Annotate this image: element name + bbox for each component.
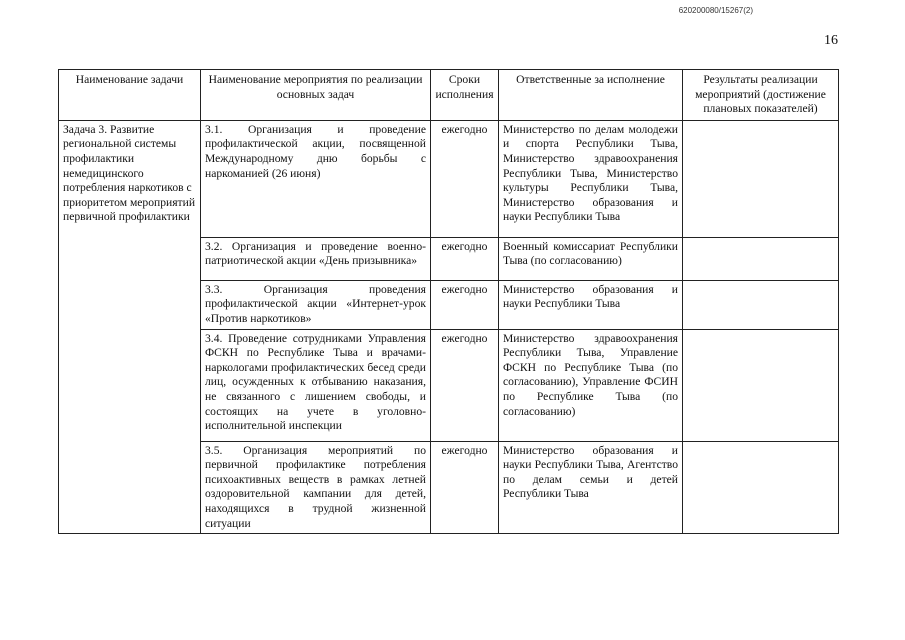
responsible-cell: Военный комиссариат Республики Тыва (по согласованию) [499, 237, 683, 280]
term-cell: ежегодно [431, 237, 499, 280]
document-code: 620200080/15267(2) [678, 6, 753, 15]
result-cell [683, 441, 839, 534]
result-cell [683, 120, 839, 237]
result-cell [683, 237, 839, 280]
header-result: Результаты реализации мероприятий (достижение плановых показателей) [683, 70, 839, 121]
measure-cell: 3.5. Организация мероприятий по первичной профилактике потребления психоактивных веществ в рамках летней оздоровительной кампании для детей, находящихся в трудной жизненной ситуации [201, 441, 431, 534]
responsible-cell: Министерство образования и науки Республики Тыва, Агентство по делам семьи и детей Республики Тыва [499, 441, 683, 534]
header-measure: Наименование мероприятия по реализации основных задач [201, 70, 431, 121]
measure-cell: 3.3. Организация проведения профилактической акции «Интернет-урок «Против наркотиков» [201, 280, 431, 329]
measure-cell: 3.4. Проведение сотрудниками Управления ФСКН по Республике Тыва и врачами-наркологами профилактических бесед среди лиц, осужденных к отбыванию наказания, не связанного с лишением свободы, и состоящих на учете в уголовно-исполнительной инспекции [201, 329, 431, 441]
term-cell: ежегодно [431, 120, 499, 237]
page-number: 16 [824, 33, 838, 48]
header-responsible: Ответственные за исполнение [499, 70, 683, 121]
term-cell: ежегодно [431, 329, 499, 441]
term-cell: ежегодно [431, 280, 499, 329]
result-cell [683, 280, 839, 329]
table-row [59, 120, 839, 237]
table-header-row [59, 70, 839, 121]
measure-cell: 3.1. Организация и проведение профилактической акции, посвященной Международному дню борьбы с наркоманией (26 июня) [201, 120, 431, 237]
result-cell [683, 329, 839, 441]
header-task: Наименование задачи [59, 70, 201, 121]
responsible-cell: Министерство образования и науки Республики Тыва [499, 280, 683, 329]
measure-cell: 3.2. Организация и проведение военно-патриотической акции «День призывника» [201, 237, 431, 280]
task-cell: Задача 3. Развитие региональной системы профилактики немедицинского потребления наркотиков с приоритетом мероприятий первичной профилактики [59, 120, 201, 533]
responsible-cell: Министерство по делам молодежи и спорта Республики Тыва, Министерство здравоохранения Республики Тыва, Министерство культуры Республики Тыва, Министерство образования и науки Республики Тыва [499, 120, 683, 237]
measures-table [58, 69, 839, 534]
header-term: Сроки исполнения [431, 70, 499, 121]
term-cell: ежегодно [431, 441, 499, 534]
responsible-cell: Министерство здравоохранения Республики Тыва, Управление ФСКН по Республике Тыва (по согласованию), Управление ФСИН по Республике Тыва (по согласованию) [499, 329, 683, 441]
